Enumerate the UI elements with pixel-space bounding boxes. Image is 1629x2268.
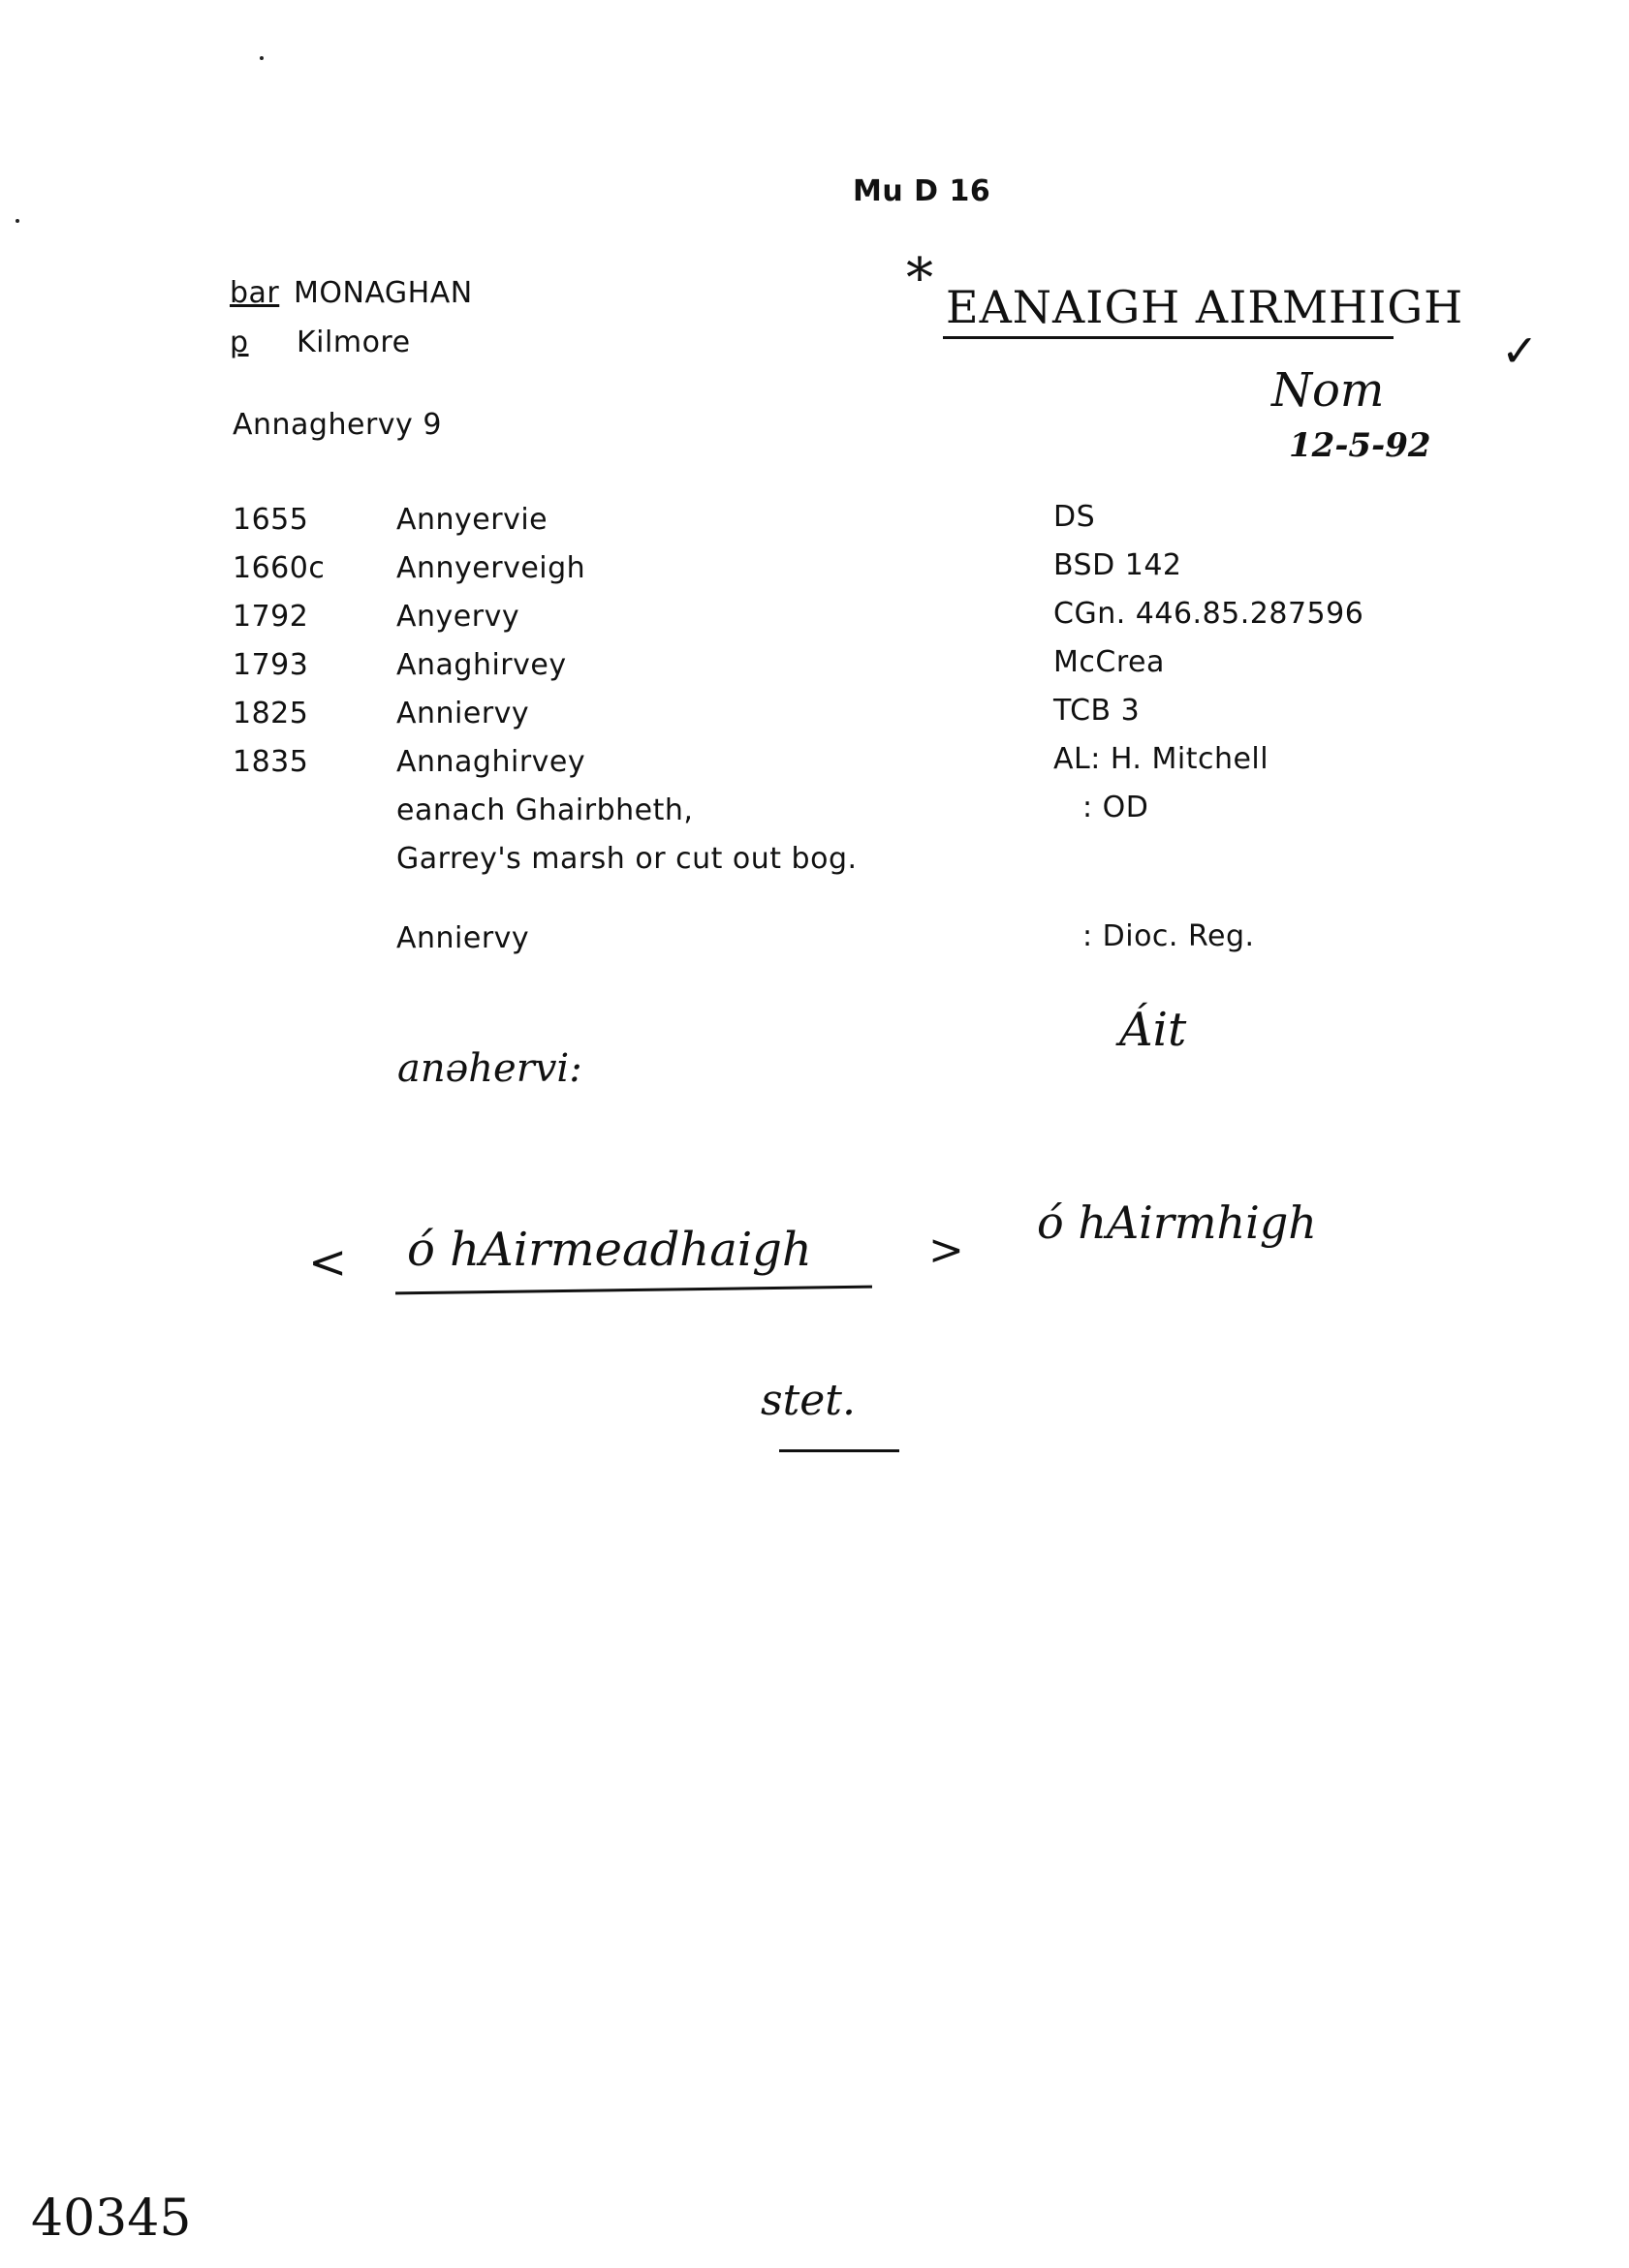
- entry-source: AL: H. Mitchell: [1053, 742, 1269, 776]
- derivation-arrow: >: [928, 1226, 964, 1275]
- check-mark: ✓: [1501, 325, 1539, 377]
- barony-label: bar: [230, 276, 280, 310]
- entry-source: TCB 3: [1053, 694, 1141, 728]
- parish-name: Kilmore: [297, 326, 411, 359]
- derivation-prefix: <: [308, 1235, 348, 1289]
- derivation-left-underline: [395, 1286, 872, 1295]
- entry-source: DS: [1053, 500, 1096, 534]
- derivation-right: ó hAirmhigh: [1037, 1196, 1317, 1249]
- entry-year: 1792: [233, 600, 309, 634]
- entry-form: Annyervie: [396, 503, 548, 537]
- place-type: Áit: [1119, 1003, 1187, 1057]
- dioc-form: Anniervy: [396, 921, 530, 955]
- speck: [260, 56, 264, 60]
- irish-name: EANAIGH AIRMHIGH: [946, 281, 1464, 333]
- entry-form: Anniervy: [396, 697, 530, 730]
- barony-name: MONAGHAN: [294, 276, 473, 310]
- file-number: 40345: [31, 2190, 192, 2248]
- stet-underline: [779, 1449, 899, 1452]
- entry-form: Annyerveigh: [396, 551, 586, 585]
- page-reference: Mu D 16: [853, 174, 991, 208]
- entry-source: CGn. 446.85.287596: [1053, 597, 1364, 631]
- parish-label: p: [230, 326, 249, 359]
- entry-form: Anaghirvey: [396, 648, 567, 682]
- entry-year: 1835: [233, 745, 309, 779]
- entry-form: Annaghirvey: [396, 745, 586, 779]
- irish-name-underline: [943, 336, 1394, 339]
- pronunciation: anəhervi:: [397, 1046, 582, 1091]
- star-mark: *: [906, 247, 933, 310]
- entry-source: McCrea: [1053, 645, 1165, 679]
- entry-form: Anyervy: [396, 600, 520, 634]
- od-source: : OD: [1082, 791, 1149, 824]
- entry-year: 1655: [233, 503, 309, 537]
- entry-year: 1825: [233, 697, 309, 730]
- dioc-source: : Dioc. Reg.: [1082, 919, 1255, 953]
- od-form: eanach Ghairbheth,: [396, 793, 694, 827]
- entry-year: 1660c: [233, 551, 326, 585]
- speck: [16, 219, 19, 223]
- entry-source: BSD 142: [1053, 548, 1182, 582]
- derivation-left: ó hAirmeadhaigh: [407, 1223, 812, 1277]
- townland-title: Annaghervy 9: [233, 408, 442, 442]
- entry-year: 1793: [233, 648, 309, 682]
- stet-note: stet.: [761, 1376, 856, 1425]
- od-gloss: Garrey's marsh or cut out bog.: [396, 842, 858, 876]
- approval-date: 12-5-92: [1289, 426, 1431, 465]
- approval-note: Nom: [1271, 363, 1385, 418]
